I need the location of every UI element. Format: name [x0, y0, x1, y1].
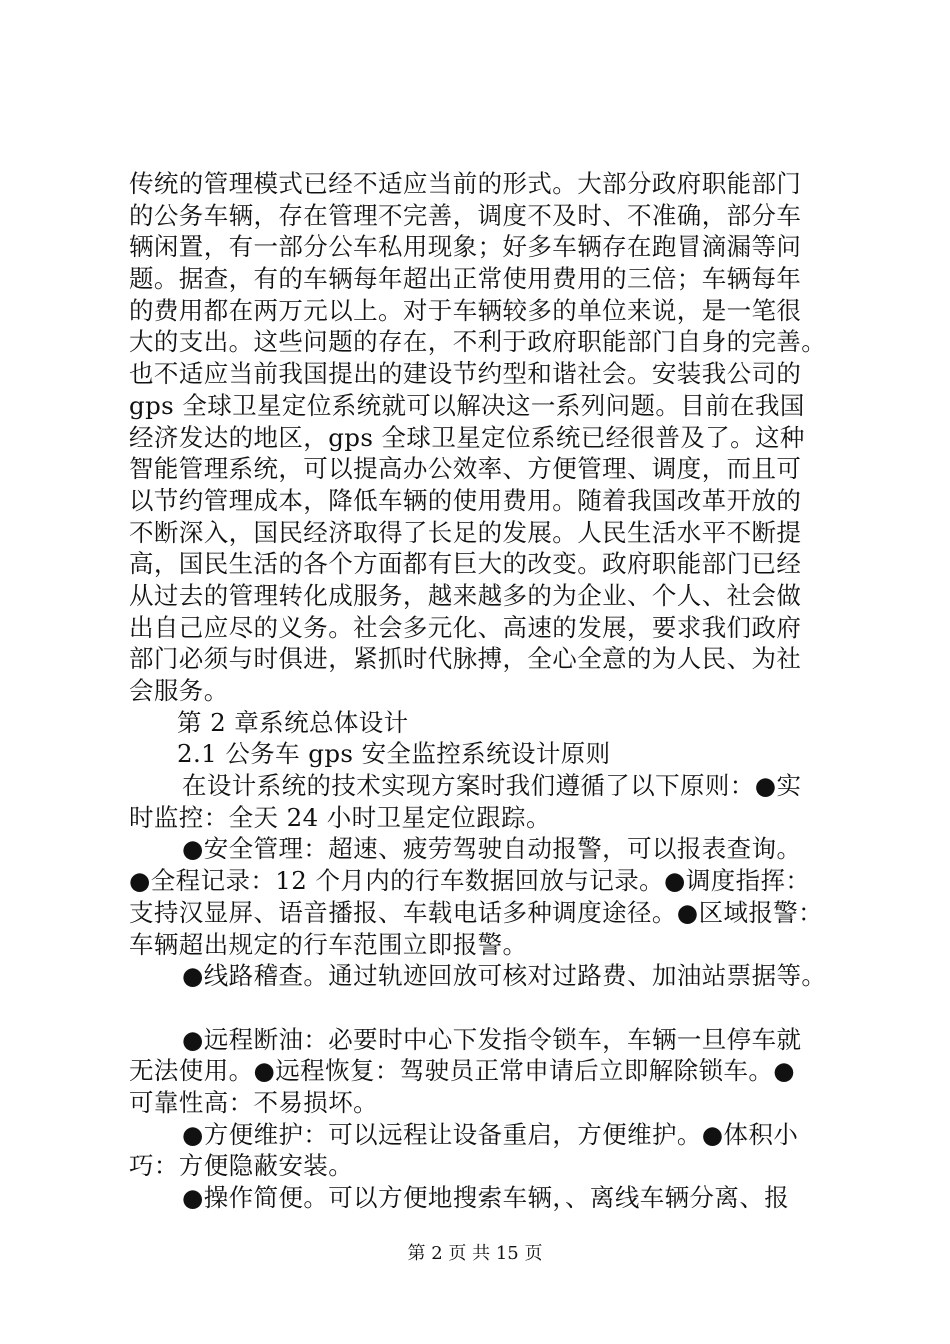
paragraph-line: 时监控：全天 24 小时卫星定位跟踪。	[129, 802, 551, 832]
blank-line	[129, 992, 859, 1024]
paragraph-line: ●全程记录：12 个月内的行车数据回放与记录。●调度指挥：	[129, 866, 811, 896]
paragraph-line: gps 全球卫星定位系统就可以解决这一系列问题。目前在我国	[129, 390, 805, 420]
paragraph-line: ●远程断油：必要时中心下发指令锁车，车辆一旦停车就	[182, 1024, 802, 1054]
page-number: 第 2 页 共 15 页	[407, 1243, 543, 1264]
paragraph-line: 高，国民生活的各个方面都有巨大的改变。政府职能部门已经	[129, 549, 802, 579]
paragraph-line: 的费用都在两万元以上。对于车辆较多的单位来说，是一笔很	[129, 295, 802, 325]
paragraph-line: ●操作简便。可以方便地搜索车辆，、离线车辆分离、报	[182, 1183, 790, 1212]
paragraph-line: 巧：方便隐蔽安装。	[129, 1151, 354, 1181]
document-body	[129, 168, 859, 1214]
paragraph-line: ●线路稽查。通过轨迹回放可核对过路费、加油站票据等。	[182, 961, 827, 991]
paragraph-line: ●安全管理：超速、疲劳驾驶自动报警，可以报表查询。	[182, 834, 802, 864]
page-footer	[0, 1242, 950, 1266]
paragraph-line: 车辆超出规定的行车范围立即报警。	[129, 929, 528, 959]
paragraph-line: 在设计系统的技术实现方案时我们遵循了以下原则：●实	[182, 771, 802, 801]
paragraph-line: 不断深入，国民经济取得了长足的发展。人民生活水平不断提	[129, 517, 802, 547]
paragraph-line: 辆闲置，有一部分公车私用现象；好多车辆存在跑冒滴漏等问	[129, 232, 802, 262]
paragraph-line: 经济发达的地区，gps 全球卫星定位系统已经很普及了。这种	[129, 422, 805, 452]
paragraph-line: 会服务。	[129, 676, 229, 705]
paragraph-line: 智能管理系统，可以提高办公效率、方便管理、调度，而且可	[129, 454, 802, 484]
paragraph-line: 可靠性高：不易损坏。	[129, 1087, 378, 1117]
paragraph-line: 也不适应当前我国提出的建设节约型和谐社会。安装我公司的	[129, 359, 802, 389]
paragraph-line: ●方便维护：可以远程让设备重启，方便维护。●体积小	[182, 1119, 799, 1149]
paragraph-line: 从过去的管理转化成服务，越来越多的为企业、个人、社会做	[129, 580, 802, 610]
paragraph-line: 的公务车辆，存在管理不完善，调度不及时、不准确，部分车	[129, 200, 802, 230]
paragraph-line: 部门必须与时俱进，紧抓时代脉搏，全心全意的为人民、为社	[129, 644, 802, 674]
section-heading: 2.1 公务车 gps 安全监控系统设计原则	[177, 739, 611, 769]
chapter-heading: 第 2 章系统总体设计	[177, 707, 409, 737]
paragraph-line: 大的支出。这些问题的存在，不利于政府职能部门自身的完善。	[129, 327, 827, 357]
paragraph-line: 传统的管理模式已经不适应当前的形式。大部分政府职能部门	[129, 169, 802, 198]
paragraph-line: 支持汉显屏、语音播报、车载电话多种调度途径。●区域报警：	[129, 897, 824, 927]
paragraph-line: 题。据查，有的车辆每年超出正常使用费用的三倍；车辆每年	[129, 264, 802, 294]
paragraph-line: 出自己应尽的义务。社会多元化、高速的发展，要求我们政府	[129, 612, 802, 642]
paragraph-line: 无法使用。●远程恢复：驾驶员正常申请后立即解除锁车。●	[129, 1056, 796, 1086]
paragraph-line: 以节约管理成本，降低车辆的使用费用。随着我国改革开放的	[129, 485, 802, 515]
